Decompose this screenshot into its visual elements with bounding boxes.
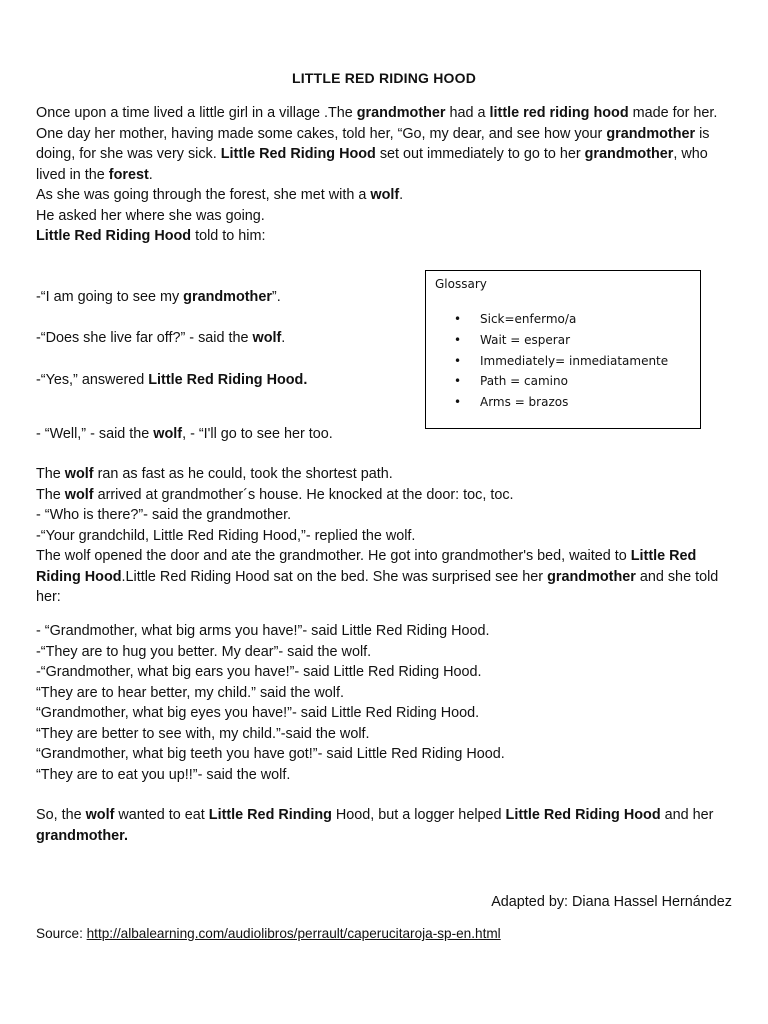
document-title: LITTLE RED RIDING HOOD <box>291 70 477 86</box>
text-run: Hood, but a logger helped <box>331 807 506 823</box>
paragraph-6 <box>36 464 736 485</box>
glossary-title: Glossary <box>435 277 487 291</box>
bold-run: Little Red Rinding <box>208 807 332 823</box>
bold-run: wolf <box>64 486 94 503</box>
dialog-line-1 <box>36 287 416 308</box>
bold-run: forest <box>108 166 149 183</box>
bold-run: grandmother. <box>36 827 128 844</box>
text-run: The <box>36 466 65 482</box>
text-run: , - “I'll go to see her too. <box>182 426 333 442</box>
text-run: The <box>36 486 65 503</box>
dialog-line: “They are better to see with, my child.”-said the wolf. <box>36 725 370 742</box>
glossary-item: • Sick=enfermo/a <box>426 309 668 330</box>
text-run: . <box>148 166 153 183</box>
text-run: made for her. <box>628 105 718 121</box>
bold-run: grandmother <box>356 105 446 121</box>
text-run: ”. <box>271 289 281 305</box>
text-run: One day her mother, having made some cakes, told her, “Go, my dear, and see how your <box>36 125 607 142</box>
source-label: Source: <box>36 926 87 941</box>
bold-run: wolf <box>370 187 400 203</box>
dialog-line-3 <box>36 370 416 391</box>
bold-run: wolf <box>85 807 115 823</box>
text-run: wanted to eat <box>114 807 209 823</box>
bold-run: grandmother <box>584 146 674 162</box>
text-run: is doing, for she was very sick. <box>36 125 710 162</box>
bold-run: grandmother <box>547 568 636 585</box>
text-run: -“Yes,” answered <box>36 372 149 388</box>
glossary-item: • Wait = esperar <box>426 330 668 351</box>
paragraph-2 <box>36 124 736 186</box>
text-run: -“I am going to see my <box>36 289 184 305</box>
bold-run: Little Red Riding Hood <box>505 807 661 823</box>
text-run: arrived at grandmother´s house. He knocked at the door: toc, toc. <box>93 486 514 503</box>
dialog-line: -“Grandmother, what big ears you have!”- said Little Red Riding Hood. <box>36 664 482 680</box>
dialog-block <box>36 621 736 785</box>
text-run: . <box>399 187 404 203</box>
text-run: and she told her: <box>36 568 719 605</box>
paragraph-5 <box>36 226 736 247</box>
paragraph-1 <box>36 103 736 124</box>
bold-run: little red riding hood <box>489 105 629 121</box>
story-intro <box>36 103 736 247</box>
dialog-line: -“They are to hug you better. My dear”- said the wolf. <box>36 643 372 660</box>
bold-run: grandmother <box>183 289 272 305</box>
paragraph-3 <box>36 185 736 206</box>
paragraph-9: -“Your grandchild, Little Red Riding Hood,”- replied the wolf. <box>36 527 416 544</box>
paragraph-7 <box>36 485 736 506</box>
bold-run: Little Red Riding Hood <box>36 228 192 244</box>
dialog-line: “They are to hear better, my child.” said the wolf. <box>36 684 344 701</box>
glossary-item: • Immediately= inmediatamente <box>426 351 668 372</box>
text-run: set out immediately to go to her <box>375 146 585 162</box>
text-run: had a <box>445 105 490 121</box>
dialog-line: “They are to eat you up!!”- said the wolf. <box>36 766 291 783</box>
bold-run: Little Red Riding Hood <box>220 146 376 162</box>
glossary-item: • Arms = brazos <box>426 392 668 413</box>
text-run: .Little Red Riding Hood sat on the bed. She was surprised see her <box>121 568 548 585</box>
text-run: Once upon a time lived a little girl in a village .The <box>36 105 357 121</box>
text-run: - “Well,” - said the <box>36 426 154 442</box>
bold-run: grandmother <box>606 125 696 142</box>
story-middle <box>36 464 736 608</box>
dialog-line-2 <box>36 328 416 349</box>
glossary-list <box>426 309 668 413</box>
text-run: ran as fast as he could, took the shortest path. <box>93 466 393 482</box>
text-run: , who lived in the <box>36 146 708 183</box>
bold-run: Little Red Riding Hood. <box>148 372 308 388</box>
adapted-by-credit: Adapted by: Diana Hassel Hernández <box>491 894 732 910</box>
dialog-line: “Grandmother, what big teeth you have got!”- said Little Red Riding Hood. <box>36 746 505 762</box>
paragraph-8: - “Who is there?”- said the grandmother. <box>36 507 292 523</box>
bold-run: Little Red Riding Hood <box>36 548 697 585</box>
text-run: -“Does she live far off?” - said the <box>36 330 253 346</box>
dialog-line: “Grandmother, what big eyes you have!”- said Little Red Riding Hood. <box>36 705 480 721</box>
text-run: and her <box>660 807 714 823</box>
bold-run: wolf <box>252 330 282 346</box>
bold-run: wolf <box>64 466 94 482</box>
text-run: told to him: <box>191 228 266 244</box>
text-run: As she was going through the forest, she met with a <box>36 187 371 203</box>
dialog-line: - “Grandmother, what big arms you have!”- said Little Red Riding Hood. <box>36 623 490 639</box>
text-run: The wolf opened the door and ate the grandmother. He got into grandmother's bed, waited to <box>36 548 631 564</box>
text-run: . <box>281 330 286 346</box>
paragraph-4: He asked her where she was going. <box>36 207 265 224</box>
bold-run: wolf <box>153 426 183 442</box>
glossary-box <box>425 270 701 429</box>
source-link[interactable]: http://albalearning.com/audiolibros/perrault/caperucitaroja-sp-en.html <box>86 926 501 941</box>
glossary-item: • Path = camino <box>426 371 668 392</box>
text-run: So, the <box>36 807 86 823</box>
story-ending <box>36 805 736 846</box>
source-line <box>36 926 501 941</box>
paragraph-10 <box>36 546 736 608</box>
